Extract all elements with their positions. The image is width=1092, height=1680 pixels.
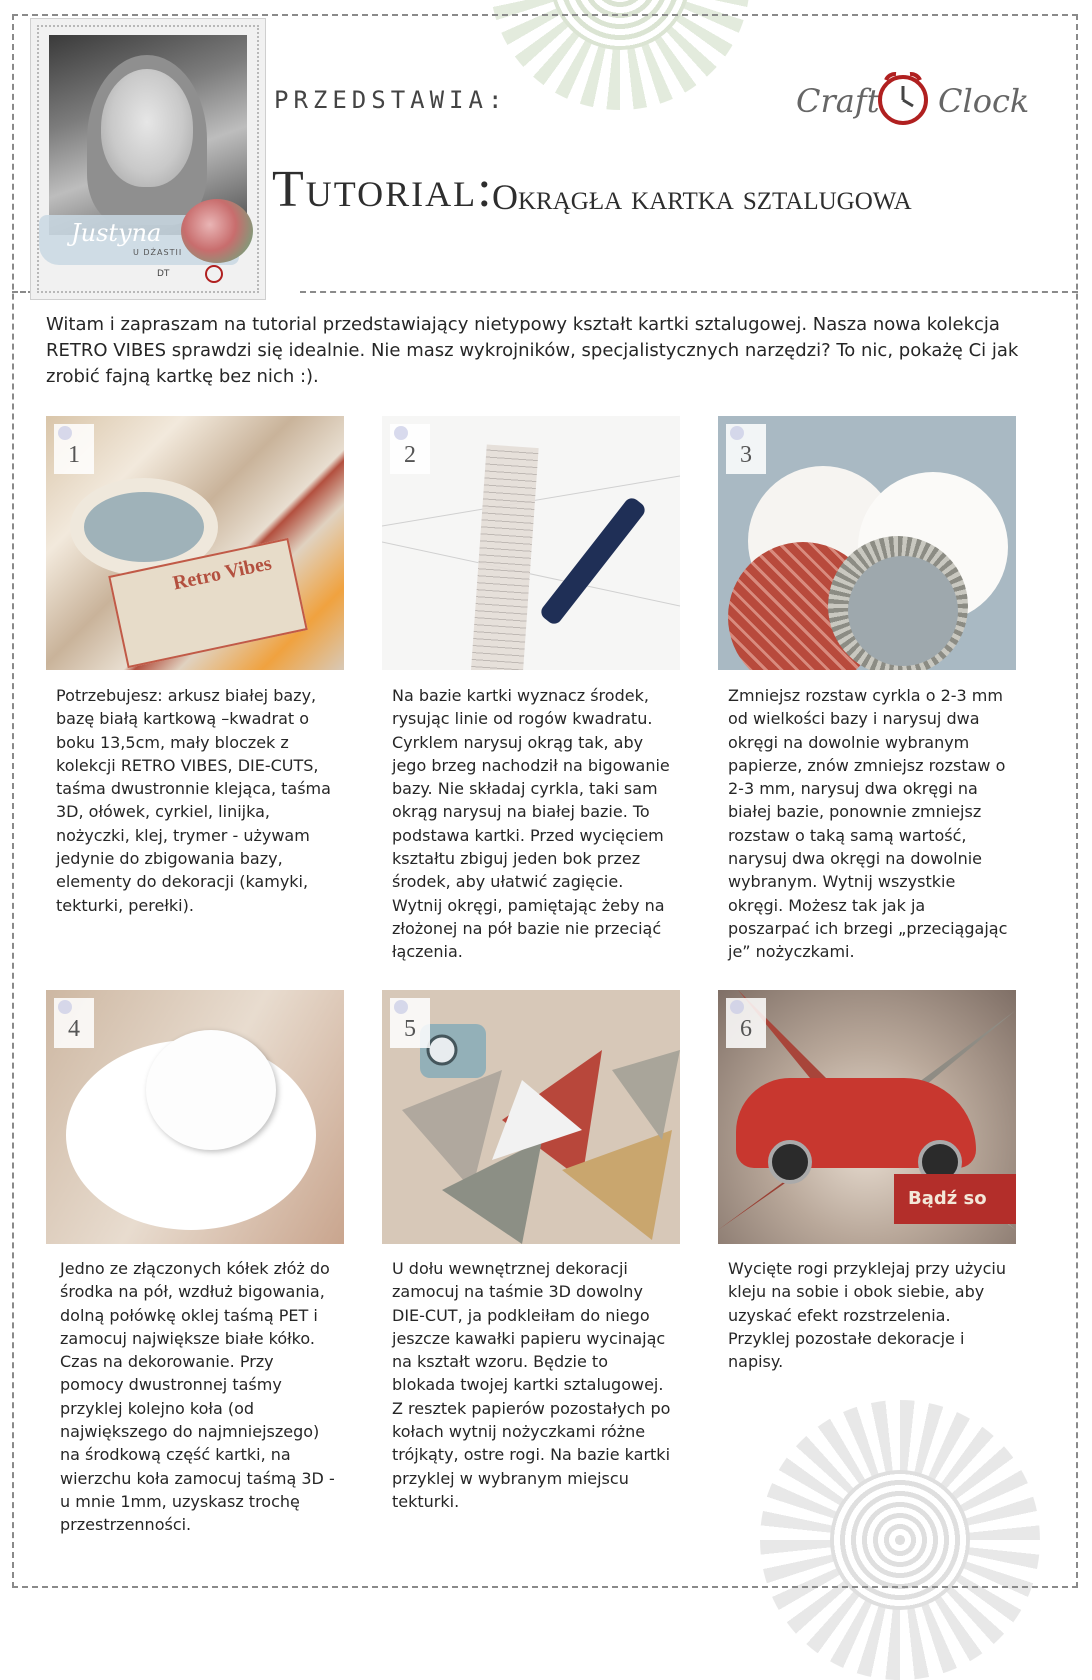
- step-3-number: 3: [726, 424, 766, 474]
- step-1-photo: [46, 416, 344, 670]
- logo-craft-text: Craft: [796, 82, 880, 120]
- header-divider: [300, 291, 1078, 293]
- roses-decoration: [181, 199, 253, 263]
- step-6-text: Wycięte rogi przyklejaj przy użyciu kleju na sobie i obok siebie, aby uzyskać efekt rozstrzelenia. Przyklej pozostałe dekoracje i napisy.: [728, 1259, 1007, 1372]
- step-4-number: 4: [54, 998, 94, 1048]
- tutorial-title: Okrągła kartka sztalugowa: [492, 177, 912, 217]
- sign-label: Bądź so: [894, 1174, 1016, 1224]
- craft-clock-logo: [796, 60, 1030, 140]
- step-6-photo: [718, 990, 1016, 1244]
- step-2-photo: [382, 416, 680, 670]
- alarm-clock-icon: [872, 66, 934, 128]
- step-3-photo: [718, 416, 1016, 670]
- step-6-number: 6: [726, 998, 766, 1048]
- step-5-text: U dołu wewnętrznej dekoracji zamocuj na taśmie 3D dowolny DIE-CUT, ja podkleiłam do niego jeszcze kawałki papieru wycinając na kształt wzoru. Będzie to blokada twojej kartki sztalugowej. Z resztek papierów pozostałych po kołach wytnij nożyczkami różne trójkąty, ostre rogi. Na bazie kartki przyklej w wybranym miejscu tekturki.: [392, 1259, 671, 1511]
- author-blog: U DŻASTII: [133, 248, 183, 257]
- step-1-text: Potrzebujesz: arkusz białej bazy, bazę białą kartkową –kwadrat o boku 13,5cm, mały bloczek z kolekcji RETRO VIBES, DIE-CUTS, taśma dwustronnie klejąca, taśma 3D, ołówek, cyrkiel, linijka, nożyczki, klej, trymer - używam jedynie do zbigowania bazy, elementy do dekoracji (kamyki, tekturki, perełki).: [56, 686, 331, 915]
- clock-icon: [205, 265, 223, 283]
- intro-paragraph: Witam i zapraszam na tutorial przedstawiający nietypowy kształt kartki sztalugowej. Nasza nowa kolekcja RETRO VIBES sprawdzi się idealnie. Nie masz wykrojników, specjalistycznych narzędzi? To nic, pokażę Ci jak zrobić fajną kartkę bez nich :).: [46, 314, 1019, 387]
- step-2-number: 2: [390, 424, 430, 474]
- retro-vibes-label: Retro Vibes: [170, 552, 274, 595]
- author-badge: [30, 18, 266, 300]
- logo-clock-text: Clock: [938, 82, 1030, 120]
- step-4-text: Jedno ze złączonych kółek złóż do środka na pół, wzdłuż bigowania, dolną połówkę oklej taśmą PET i zamocuj największe białe kółko. Czas na dekorowanie. Przy pomocy dwustronnej taśmy przyklej kolejno koła (od największego do najmniejszego) na środkową część kartki, na wierzchu koła zamocuj taśmą 3D - u mnie 1mm, uzyskasz trochę przestrzenności.: [60, 1259, 335, 1535]
- design-team-label: DT: [157, 269, 170, 279]
- step-3-text: Zmniejsz rozstaw cyrkla o 2-3 mm od wielkości bazy i narysuj dwa okręgi na dowolnie wybranym papierze, znów zmniejsz rozstaw o 2-3 mm, narysuj dwa okręgi na białej bazie, ponownie zmniejsz rozstaw o taką samą wartość, narysuj dwa okręgi na dowolnie wybranym. Wytnij wszystkie okręgi. Możesz tak jak ja poszarpać ich brzegi „przeciągając je” nożyczkami.: [728, 686, 1008, 962]
- step-5-number: 5: [390, 998, 430, 1048]
- presents-label: PRZEDSTAWIA:: [274, 86, 508, 114]
- tutorial-label: Tutorial:: [272, 161, 494, 218]
- step-2-text: Na bazie kartki wyznacz środek, rysując linie od rogów kwadratu. Cyrklem narysuj okrąg tak, aby jego brzeg nachodził na bigowanie bazy. Nie składaj cyrkla, taki sam okrąg narysuj na białej bazie. To podstawa kartki. Przed wycięciem kształtu zbiguj jeden bok przez środek, aby ułatwić zagięcie. Wytnij okręgi, pamiętając żeby na złożonej na pół bazie nie przeciąć łączenia.: [392, 686, 670, 962]
- step-1-number: 1: [54, 424, 94, 474]
- step-5-photo: [382, 990, 680, 1244]
- author-name: Justyna: [71, 219, 162, 247]
- step-4-photo: [46, 990, 344, 1244]
